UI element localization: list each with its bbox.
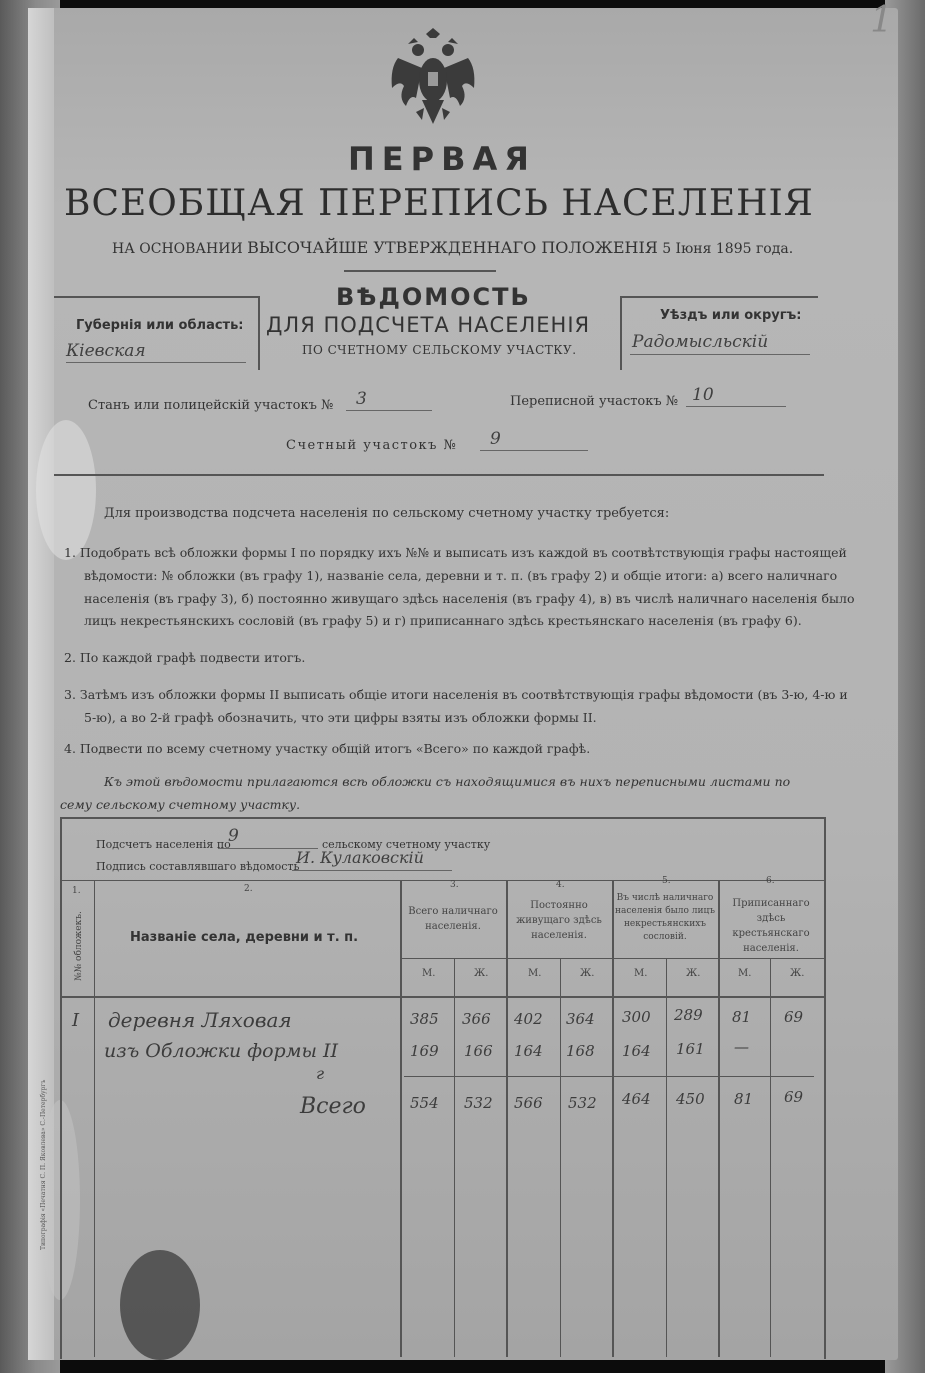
col-divider: [454, 958, 455, 1357]
col-divider: [612, 880, 614, 1357]
row3-col5-f: 450: [676, 1090, 705, 1108]
row3-col4-f: 532: [568, 1094, 597, 1112]
row3-col5-m: 464: [622, 1090, 651, 1108]
row2-name: изъ Обложки формы II: [104, 1040, 338, 1062]
schet-value: 9: [490, 429, 501, 449]
gubernia-value: Кіевская: [66, 341, 146, 361]
subtitle-main: ВЫСОЧАЙШЕ УТВЕРЖДЕННАГО ПОЛОЖЕНІЯ: [247, 238, 658, 257]
row1-col4-f: 364: [566, 1010, 595, 1028]
underline: [686, 406, 786, 407]
underline: [66, 362, 246, 363]
row3-col4-m: 566: [514, 1094, 543, 1112]
col6-f: Ж.: [790, 968, 805, 979]
page-number: 1: [870, 0, 893, 41]
row1-col3-m: 385: [410, 1010, 439, 1028]
col-divider: [718, 880, 720, 1357]
row2-col4-m: 164: [514, 1042, 543, 1060]
perepis-label: Переписной участокъ №: [510, 394, 679, 409]
instructions-intro: Для производства подсчета населенія по сельскому счетному участку требуется:: [104, 506, 670, 521]
row1-col4-m: 402: [514, 1010, 543, 1028]
row2-col5-m: 164: [622, 1042, 651, 1060]
stan-value: 3: [356, 389, 367, 409]
gubernia-label: Губернія или область:: [76, 318, 244, 333]
instruction-1d: лицъ некрестьянскихъ сословій (въ графу 5) и г) приписаннаго здѣсь крестьянскаго населенія (въ графу 6).: [84, 613, 802, 628]
signed-label: Подпись составлявшаго вѣдомость: [96, 860, 300, 873]
uezd-label: Уѣздъ или округъ:: [660, 308, 802, 323]
count-value: 9: [228, 826, 239, 846]
col-number-6: 6.: [766, 876, 775, 886]
row3-col3-m: 554: [410, 1094, 439, 1112]
col-divider: [770, 958, 771, 1357]
double-headed-eagle-icon: [388, 28, 478, 130]
col4-header: Постоянно живущаго здѣсь населенія.: [516, 900, 602, 941]
row1-number: I: [72, 1010, 80, 1031]
row3-col6-f: 69: [784, 1088, 804, 1106]
underline: [346, 410, 432, 411]
instruction-1b: вѣдомости: № обложки (въ графу 1), названіе села, деревни и т. п. (въ графу 2) и общіе итоги: а) всего наличнаго: [84, 568, 838, 583]
col6-m: М.: [738, 968, 752, 979]
col-number-2: 2.: [244, 884, 253, 894]
stan-label: Станъ или полицейскій участокъ №: [88, 398, 334, 413]
form-title: ВѢДОМОСТЬ: [336, 283, 531, 311]
instruction-1a: 1. Подобрать всѣ обложки формы I по порядку ихъ №№ и выписать изъ каждой въ соотвѣтствующія графы настоящей: [64, 545, 847, 560]
instruction-4: 4. Подвести по всему счетному участку общій итогъ «Всего» по каждой графѣ.: [64, 741, 591, 756]
table-header-top: [60, 880, 824, 881]
row3-name: Всего: [300, 1094, 366, 1119]
paper-stain: [36, 420, 96, 560]
row1-col5-m: 300: [622, 1008, 651, 1026]
total-separator: [404, 1076, 814, 1077]
row3-col3-f: 532: [464, 1094, 493, 1112]
title-divider: [344, 270, 496, 272]
instruction-2: 2. По каждой графѣ подвести итогъ.: [64, 650, 306, 665]
uezd-value: Радомысльскій: [632, 332, 769, 352]
col5-f: Ж.: [686, 968, 701, 979]
col5-header: Въ числѣ наличнаго населенія было лицъ некрестьянскихъ сословій.: [615, 893, 715, 942]
count-suffix: сельскому счетному участку: [322, 838, 491, 851]
instruction-1c: населенія (въ графу 3), б) постоянно живущаго здѣсь населенія (въ графу 4), в) въ числѣ наличнаго населенія было: [84, 591, 855, 606]
instruction-3a: 3. Затѣмъ изъ обложки формы II выписать общіе итоги населенія въ соотвѣтствующія графы вѣдомости (въ 3-ю, 4-ю и: [64, 687, 848, 702]
row3-col6-m: 81: [734, 1090, 754, 1108]
form-subtitle: ДЛЯ ПОДСЧЕТА НАСЕЛЕНІЯ: [266, 313, 591, 337]
note-line-2: сему сельскому счетному участку.: [60, 797, 301, 812]
col-divider: [666, 958, 667, 1357]
col-divider: [506, 880, 508, 1357]
row2-col5-f: 161: [676, 1040, 705, 1058]
row2-col6-m: —: [734, 1038, 749, 1056]
col1-header: №№ обложекъ.: [74, 911, 84, 981]
underline: [480, 450, 588, 451]
col-divider: [400, 880, 402, 1357]
instruction-3b: 5-ю), а во 2-й графѣ обозначить, что эти цифры взяты изъ обложки формы II.: [84, 710, 597, 725]
row1-name: деревня Ляховая: [108, 1008, 292, 1032]
section-divider: [54, 474, 824, 476]
col-number-5: 5.: [662, 876, 671, 886]
col-number-4: 4.: [556, 880, 565, 890]
col3-f: Ж.: [474, 968, 489, 979]
col-divider: [94, 880, 95, 1357]
printer-imprint: Типографія «Печатня С. П. Яковлева» С.-Петербургъ: [40, 1079, 47, 1250]
col-divider: [560, 958, 561, 1357]
perepis-value: 10: [692, 385, 714, 405]
col4-m: М.: [528, 968, 542, 979]
col5-m: М.: [634, 968, 648, 979]
col-number-1: 1.: [72, 886, 81, 896]
underline: [630, 354, 810, 355]
row2-col3-f: 166: [464, 1042, 493, 1060]
hand-mark: г: [316, 1064, 325, 1083]
title-line-1: ПЕРВАЯ: [348, 140, 536, 178]
col6-header: Приписаннаго здѣсь крестьянскаго населенія.: [732, 898, 810, 954]
row2-col4-f: 168: [566, 1042, 595, 1060]
col3-m: М.: [422, 968, 436, 979]
row1-col6-f: 69: [784, 1008, 804, 1026]
row1-col5-f: 289: [674, 1006, 703, 1024]
subtitle-date: 5 Іюня 1895 года.: [662, 241, 794, 257]
col2-header: Названіе села, деревни и т. п.: [130, 930, 359, 945]
col-number-3: 3.: [450, 880, 459, 890]
row1-col3-f: 366: [462, 1010, 491, 1028]
signed-value: И. Кулаковскій: [296, 848, 424, 867]
title-line-2: ВСЕОБЩАЯ ПЕРЕПИСЬ НАСЕЛЕНІЯ: [64, 183, 814, 224]
table-header-bottom: [60, 996, 824, 998]
col4-f: Ж.: [580, 968, 595, 979]
count-label: Подсчетъ населенія по: [96, 838, 231, 851]
row2-col3-m: 169: [410, 1042, 439, 1060]
schet-label: Счетный участокъ №: [286, 438, 458, 453]
underline: [292, 870, 452, 871]
row1-col6-m: 81: [732, 1008, 752, 1026]
note-line-1: Къ этой вѣдомости прилагаются всѣ обложки съ находящимися въ нихъ переписными листами по: [104, 774, 791, 789]
subtitle-prefix: НА ОСНОВАНИИ: [112, 241, 243, 257]
form-subtitle-2: ПО СЧЕТНОМУ СЕЛЬСКОМУ УЧАСТКУ.: [302, 343, 577, 357]
col3-header: Всего наличнаго населенія.: [408, 906, 498, 932]
subtitle: [112, 238, 793, 257]
